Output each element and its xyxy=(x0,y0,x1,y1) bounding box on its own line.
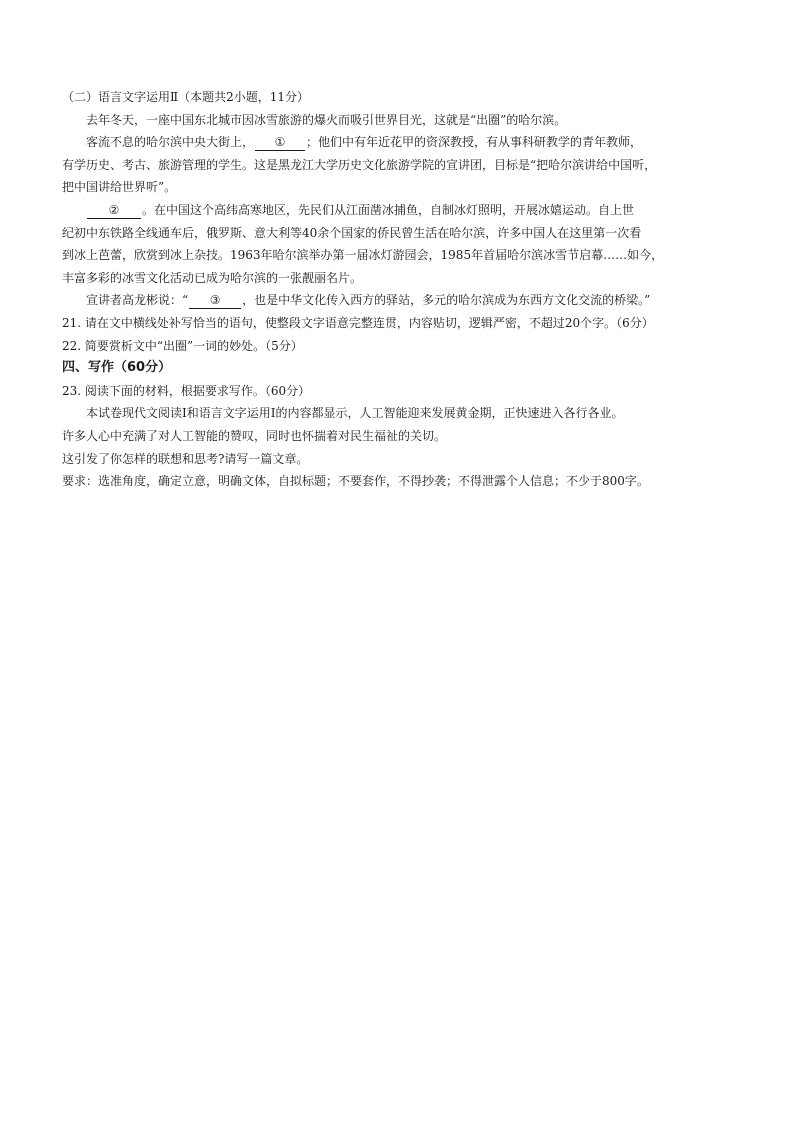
paragraph-4-lead: 宣讲者高龙彬说：“ xyxy=(86,293,189,308)
paragraph-2-rest: ；他们中有年近花甲的资深教授，有从事科研教学的青年教师， xyxy=(306,135,643,150)
blank-3: ③ xyxy=(189,293,241,309)
paragraph-1: 去年冬天，一座中国东北城市因冰雪旅游的爆火而吸引世界目光，这就是“出圈”的哈尔滨。 xyxy=(86,112,567,127)
paragraph-4 xyxy=(62,289,752,312)
writing-requirements: 要求：选准角度，确定立意，明确文体，自拟标题；不要套作，不得抄袭；不得泄露个人信息；不少于800字。 xyxy=(62,474,649,489)
question-21: 21. 请在文中横线处补写恰当的语句，使整段文字语意完整连贯，内容贴切，逻辑严密，不超过20个字。（6分） xyxy=(62,315,654,330)
paragraph-4-rest: ，也是中华文化传入西方的驿站，多元的哈尔滨成为东西方文化交流的桥梁。” xyxy=(242,293,651,308)
paragraph-2-line-3: 把中国讲给世界听”。 xyxy=(62,180,177,195)
paragraph-2-lead: 客流不息的哈尔滨中央大街上， xyxy=(86,135,255,150)
paragraph-2-line-2: 有学历史、考古、旅游管理的学生。这是黑龙江大学历史文化旅游学院的宣讲团，目标是“把哈尔滨讲给中国听， xyxy=(62,157,657,172)
paragraph-3-rest: 。在中国这个高纬高寒地区，先民们从江面凿冰捕鱼，自制冰灯照明，开展冰嬉运动。自上世 xyxy=(142,202,635,217)
section-2-title: （二）语言文字运用Ⅱ（本题共2小题，11分） xyxy=(62,90,310,104)
question-23: 23. 阅读下面的材料，根据要求写作。（60分） xyxy=(62,383,311,398)
paragraph-3-line-1 xyxy=(62,199,752,222)
paragraph-3-line-2: 纪初中东铁路全线通车后，俄罗斯、意大利等40余个国家的侨民曾生活在哈尔滨，许多中国人在这里第一次看 xyxy=(62,225,642,240)
blank-2: ② xyxy=(87,203,141,219)
material-line-2: 许多人心中充满了对人工智能的赞叹，同时也怀揣着对民生福祉的关切。 xyxy=(62,428,447,443)
section-4-title: 四、写作（60分） xyxy=(62,360,172,376)
question-22: 22. 简要赏析文中“出圈”一词的妙处。（5分） xyxy=(62,338,303,353)
paragraph-2-line-1 xyxy=(62,131,752,154)
material-line-1: 本试卷现代文阅读Ⅰ和语言文字运用Ⅰ的内容都显示，人工智能迎来发展黄金期，正快速进入各行各业。 xyxy=(86,406,624,421)
material-line-3: 这引发了你怎样的联想和思考?请写一篇文章。 xyxy=(62,451,309,466)
exam-page xyxy=(62,86,752,493)
paragraph-3-line-4: 丰富多彩的冰雪文化活动已成为哈尔滨的一张靓丽名片。 xyxy=(62,270,363,285)
blank-1: ① xyxy=(255,135,305,151)
paragraph-3-line-3: 到冰上芭蕾，欣赏到冰上杂技。1963年哈尔滨举办第一届冰灯游园会，1985年首届哈尔滨冰雪节启幕……如今， xyxy=(62,248,664,263)
